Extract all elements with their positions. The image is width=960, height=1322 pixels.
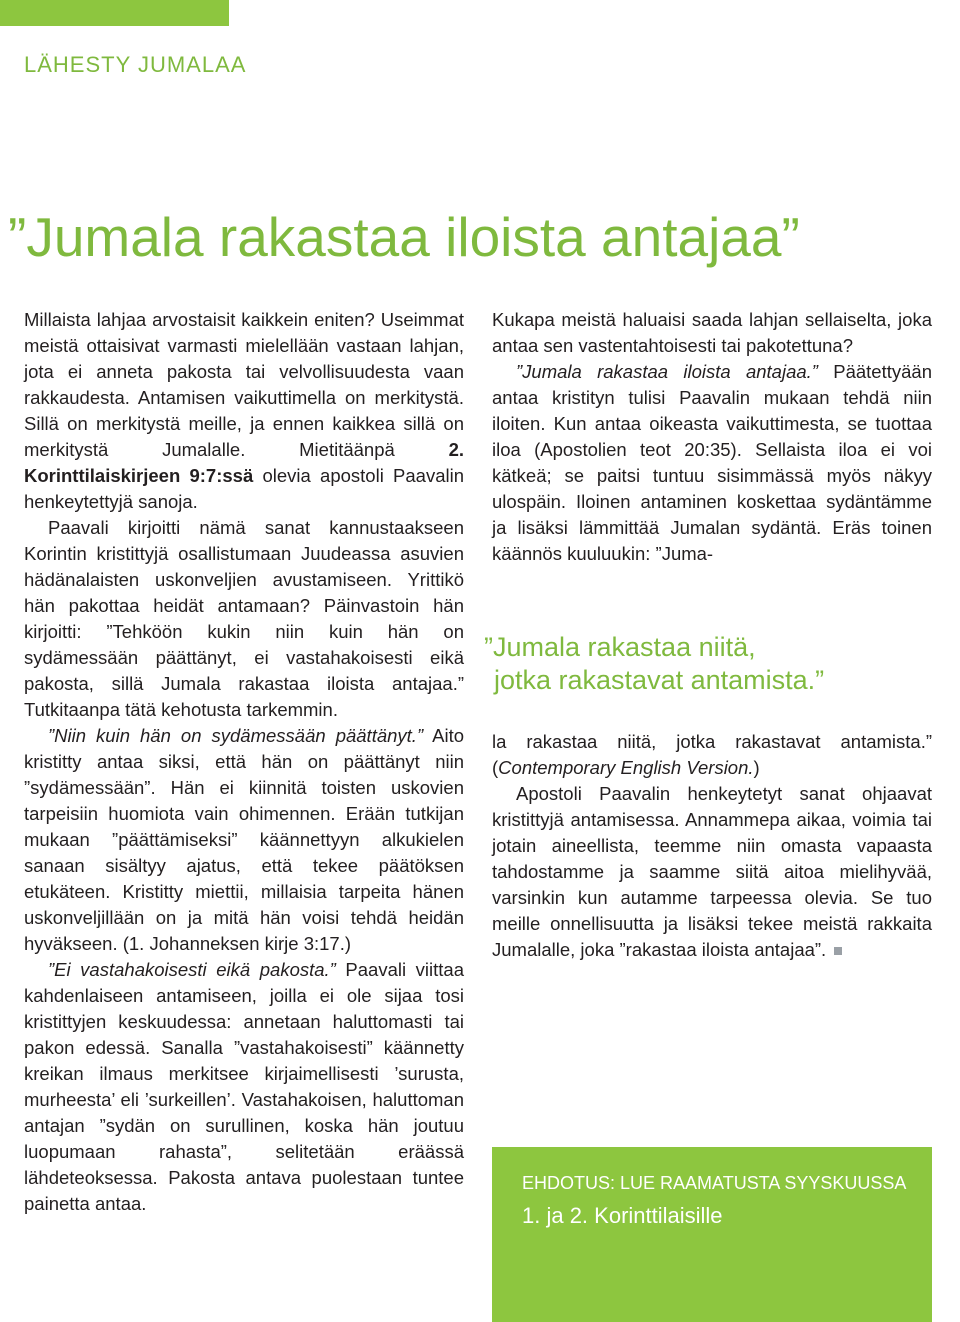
paragraph-4-text: Paavali viittaa kahdenlaiseen antamiseen, joilla ei ole sijaa tosi kristittyjen keskuudessa: annetaan haluttomasti tai pakon edessä. Sanalla ”vastahakoisesti” käännetty kreikan ilmaus merkitsee kirjaimellisesti ’surusta, murheesta’ eli ’surkeillen’. Vastahakoisen, haluttoman antajan ”sydän on surullinen, koska hän joutuu luopumaan rahasta”, selitetään eräässä lähdeteoksessa. Pakosta antava puolestaan tuntee painetta antaa. <box>24 959 464 1214</box>
right-column-top <box>492 307 932 567</box>
suggestion-label: EHDOTUS: LUE RAAMATUSTA SYYSKUUSSA <box>522 1173 907 1193</box>
pull-quote <box>484 631 824 697</box>
left-column <box>24 307 464 1217</box>
paragraph-7-close: ) <box>753 757 760 778</box>
paragraph-3-text: Aito kristitty antaa siksi, että hän on päättänyt niin ”sydämessään”. Hän ei kiinnitä toisten uskovien tarpeisiin huomiota vain ohimennen. Erään tutkijan mukaan ”päättämiseksi” käännettyyn alkukielen sanaan sisältyy ajatus, että tekee päätöksen etukäteen. Kristitty miettii, millaisia tarpeita hänen uskonveljillään on ja mitä hän voisi tehdä heidän hyväkseen. (1. Johanneksen kirje 3:17.) <box>24 725 464 954</box>
article-title: ”Jumala rakastaa iloista antajaa” <box>8 206 800 268</box>
suggestion-box <box>492 1147 932 1322</box>
section-label: LÄHESTY JUMALAA <box>24 52 247 77</box>
subheading-not-grudgingly: ”Ei vastahakoisesti eikä pakosta.” <box>48 959 336 980</box>
paragraph-2: Paavali kirjoitti nämä sanat kannustaakseen Korintin kristittyjä osallistumaan Juudeassa asuvien hädänalaisten uskonveljien avustamiseen. Yrittikö hän pakottaa heidät antamaan? Päinvastoin hän kirjoitti: ”Tehköön kukin niin kuin hän on sydämessään päättänyt, ei vastahakoisesti eikä pakosta, sillä Jumala rakastaa iloista antajaa.” Tutkitaanpa tätä kehotusta tarkemmin. <box>24 517 464 720</box>
accent-bar <box>0 0 229 26</box>
pull-quote-line-2: jotka rakastavat antamista.” <box>494 665 825 695</box>
paragraph-1-text-end: olevia apostoli Paavalin henkeytettyjä sanoja. <box>24 465 464 512</box>
end-of-article-icon <box>834 947 842 955</box>
scripture-reference: 2. Korinttilaiskirjeen 9:7:ssä <box>24 439 464 486</box>
paragraph-7 <box>492 729 932 781</box>
pull-quote-line-1: ”Jumala rakastaa niitä, <box>484 632 756 662</box>
paragraph-6-text: Päätettyään antaa kristityn tulisi Paavalin mukaan tehdä niin iloiten. Kun antaa oikeasta vaikuttimesta, se tuottaa iloa (Apostolien teot 20:35). Sellaista iloa ei voi kätkeä; se paitsi tuntuu sisimmässä myös näkyy ulospäin. Iloinen antaminen koskettaa sydäntämme ja lisäksi lämmittää Jumalan sydäntä. Eräs toinen käännös kuuluukin: ”Juma- <box>492 361 932 564</box>
paragraph-8-text: Apostoli Paavalin henkeytetyt sanat ohjaavat kristittyjä antamisessa. Annammepa aikaa, voimia tai jotain aineellista, teemme niin omasta vapaasta tahdostamme ja saamme siitä aitoa mielihyvää, varsinkin kun autamme tarpeessa olevia. Se tuo meille onnellisuutta ja lisäksi tekee meistä rakkaita Jumalalle, joka ”rakastaa iloista antajaa”. <box>492 783 932 960</box>
paragraph-4 <box>24 957 464 1217</box>
paragraph-1-text: Millaista lahjaa arvostaisit kaikkein eniten? Useimmat meistä ottaisivat varmasti mielellään vastaan lahjan, jota ei anneta pakosta tai velvollisuudesta vaan rakkaudesta. Antamisen vaikuttimella on merkitystä. Sillä on merkitystä meille, ja ennen kaikkea sillä on merkitystä Jumalalle. Mietitäänpä <box>24 309 464 460</box>
subheading-cheerful-giver: ”Jumala rakastaa iloista antajaa.” <box>516 361 818 382</box>
paragraph-5: Kukapa meistä haluaisi saada lahjan sellaiselta, joka antaa sen vastentahtoisesti tai pakotettuna? <box>492 309 932 356</box>
paragraph-3 <box>24 723 464 957</box>
subheading-heart: ”Niin kuin hän on sydämessään päättänyt.” <box>48 725 424 746</box>
paragraph-7-text: la rakastaa niitä, jotka rakastavat antamista.” ( <box>492 731 932 778</box>
paragraph-8 <box>492 781 932 963</box>
paragraph-1 <box>24 307 464 515</box>
right-column-bottom <box>492 729 932 963</box>
suggestion-reading: 1. ja 2. Korinttilaisille <box>522 1203 723 1228</box>
translation-name: Contemporary English Version. <box>498 757 754 778</box>
paragraph-6 <box>492 359 932 567</box>
